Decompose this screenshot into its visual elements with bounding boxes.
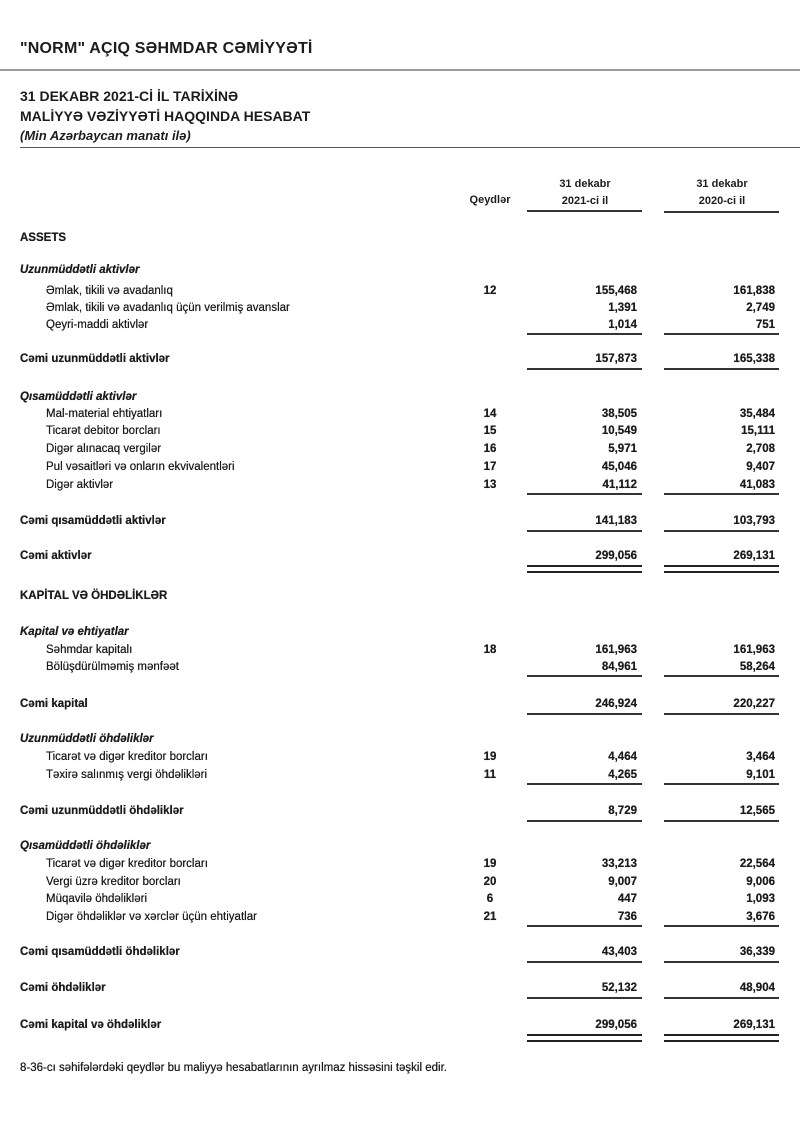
- total-label: Cəmi qısamüddətli aktivlər: [20, 515, 166, 527]
- value-2020: 751: [755, 319, 775, 331]
- value-2020: 9,101: [746, 769, 775, 781]
- value-2021: 299,056: [595, 550, 637, 562]
- item-label: Mal-material ehtiyatları: [46, 408, 163, 420]
- item-label: Vergi üzrə kreditor borcları: [46, 876, 181, 888]
- value-2020: 22,564: [739, 858, 775, 870]
- value-2021: 43,403: [601, 946, 637, 958]
- value-2020: 58,264: [739, 661, 775, 673]
- value-2021: 141,183: [595, 515, 637, 527]
- value-2021: 155,468: [595, 285, 637, 297]
- section-label: Uzunmüddətli aktivlər: [20, 264, 140, 276]
- value-2021: 246,924: [595, 698, 637, 710]
- value-2020: 12,565: [739, 805, 775, 817]
- company-name: "NORM" AÇIQ SƏHMDAR CƏMİYYƏTİ: [20, 40, 313, 57]
- underline: [664, 925, 779, 927]
- item-label: Pul vəsaitləri və onların ekvivalentləri: [46, 461, 235, 473]
- total-label: Cəmi öhdəliklər: [20, 982, 106, 994]
- section-label: Qısamüddətli aktivlər: [20, 391, 137, 403]
- value-2020: 2,749: [746, 302, 775, 314]
- total-label: Cəmi aktivlər: [20, 550, 92, 562]
- value-2021: 5,971: [608, 443, 637, 455]
- underline: [527, 820, 642, 822]
- underline: [664, 820, 779, 822]
- value-2021: 736: [617, 911, 637, 923]
- value-2021: 10,549: [601, 425, 637, 437]
- total-label: Cəmi kapital: [20, 698, 88, 710]
- value-2021: 1,014: [608, 319, 637, 331]
- value-2020: 3,676: [746, 911, 775, 923]
- value-2021: 33,213: [601, 858, 637, 870]
- value-2021: 41,112: [602, 479, 637, 491]
- value-2020: 9,006: [746, 876, 775, 888]
- underline: [527, 493, 642, 495]
- units-divider: [20, 147, 800, 148]
- value-2021: 4,464: [608, 751, 637, 763]
- value-2020: 2,708: [746, 443, 775, 455]
- header-divider: [0, 69, 800, 71]
- underline: [527, 368, 642, 370]
- note-ref: 11: [483, 769, 497, 781]
- underline: [664, 675, 779, 677]
- value-2020: 161,838: [733, 285, 775, 297]
- total-label: Cəmi uzunmüddətli aktivlər: [20, 353, 170, 365]
- value-2021: 52,132: [601, 982, 637, 994]
- item-label: Digər alınacaq vergilər: [46, 443, 162, 455]
- heading-label: KAPİTAL VƏ ÖHDƏLİKLƏR: [20, 590, 168, 602]
- value-2021: 447: [617, 893, 637, 905]
- note-ref: 20: [483, 876, 497, 888]
- underline: [664, 713, 779, 715]
- note-ref: 13: [483, 479, 497, 491]
- double-underline: [664, 565, 779, 573]
- value-2021: 157,873: [595, 353, 637, 365]
- footer-note: 8-36-cı səhifələrdəki qeydlər bu maliyyə hesabatlarının ayrılmaz hissəsini təşkil edir.: [20, 1062, 447, 1074]
- col-2020-header-line1: 31 dekabr: [696, 178, 748, 190]
- value-2020: 103,793: [733, 515, 775, 527]
- note-ref: 17: [483, 461, 497, 473]
- value-2020: 161,963: [733, 644, 775, 656]
- note-ref: 21: [483, 911, 497, 923]
- col-2021-header-line1: 31 dekabr: [559, 178, 611, 190]
- value-2020: 269,131: [733, 1019, 775, 1031]
- underline: [664, 493, 779, 495]
- underline: [527, 783, 642, 785]
- value-2021: 9,007: [608, 876, 637, 888]
- note-ref: 18: [483, 644, 497, 656]
- value-2020: 165,338: [733, 353, 775, 365]
- section-label: Uzunmüddətli öhdəliklər: [20, 733, 154, 745]
- double-underline: [664, 1034, 779, 1042]
- total-label: Cəmi kapital və öhdəliklər: [20, 1019, 162, 1031]
- item-label: Səhmdar kapitalı: [46, 644, 133, 656]
- col-2021-header-rule: [527, 210, 642, 212]
- value-2021: 161,963: [595, 644, 637, 656]
- section-label: Qısamüddətli öhdəliklər: [20, 840, 151, 852]
- total-label: Cəmi uzunmüddətli öhdəliklər: [20, 805, 184, 817]
- value-2021: 38,505: [601, 408, 637, 420]
- item-label: Bölüşdürülməmiş mənfəət: [46, 661, 179, 673]
- report-title: MALİYYƏ VƏZİYYƏTİ HAQQINDA HESABAT: [20, 108, 311, 124]
- item-label: Qeyri-maddi aktivlər: [46, 319, 149, 331]
- item-label: Ticarət debitor borcları: [46, 425, 161, 437]
- value-2021: 1,391: [608, 302, 637, 314]
- note-ref: 14: [483, 408, 497, 420]
- total-label: Cəmi qısamüddətli öhdəliklər: [20, 946, 180, 958]
- underline: [527, 675, 642, 677]
- note-ref: 16: [483, 443, 497, 455]
- value-2021: 84,961: [601, 661, 637, 673]
- note-ref: 19: [483, 858, 497, 870]
- note-ref: 6: [486, 893, 494, 905]
- item-label: Müqavilə öhdəlikləri: [46, 893, 147, 905]
- value-2021: 8,729: [608, 805, 637, 817]
- value-2020: 1,093: [746, 893, 775, 905]
- underline: [664, 368, 779, 370]
- item-label: Digər öhdəliklər və xərclər üçün ehtiyatlar: [46, 911, 257, 923]
- underline: [527, 530, 642, 532]
- underline: [527, 961, 642, 963]
- underline: [527, 333, 642, 335]
- item-label: Ticarət və digər kreditor borcları: [46, 751, 208, 763]
- underline: [664, 997, 779, 999]
- item-label: Əmlak, tikili və avadanlıq üçün verilmiş avanslar: [46, 302, 290, 314]
- underline: [664, 961, 779, 963]
- note-ref: 12: [483, 285, 497, 297]
- double-underline: [527, 565, 642, 573]
- item-label: Əmlak, tikili və avadanlıq: [46, 285, 173, 297]
- underline: [664, 783, 779, 785]
- value-2020: 269,131: [733, 550, 775, 562]
- underline: [527, 925, 642, 927]
- item-label: Digər aktivlər: [46, 479, 114, 491]
- heading-label: ASSETS: [20, 232, 67, 244]
- value-2020: 41,083: [739, 479, 775, 491]
- note-ref: 19: [483, 751, 497, 763]
- value-2020: 48,904: [739, 982, 775, 994]
- value-2020: 3,464: [746, 751, 775, 763]
- underline: [664, 530, 779, 532]
- underline: [527, 997, 642, 999]
- value-2020: 220,227: [733, 698, 775, 710]
- value-2020: 15,111: [741, 425, 775, 437]
- value-2020: 35,484: [739, 408, 775, 420]
- value-2021: 45,046: [601, 461, 637, 473]
- value-2020: 9,407: [746, 461, 775, 473]
- item-label: Təxirə salınmış vergi öhdəlikləri: [46, 769, 208, 781]
- report-date-title: 31 DEKABR 2021-Cİ İL TARİXİNƏ: [20, 88, 239, 104]
- col-2020-header-line2: 2020-ci il: [698, 195, 746, 207]
- col-2020-header-rule: [664, 211, 779, 213]
- value-2021: 4,265: [608, 769, 637, 781]
- item-label: Ticarət və digər kreditor borcları: [46, 858, 208, 870]
- notes-column-header: Qeydlər: [469, 194, 511, 206]
- underline: [527, 713, 642, 715]
- value-2021: 299,056: [595, 1019, 637, 1031]
- col-2021-header-line2: 2021-ci il: [561, 195, 609, 207]
- underline: [664, 333, 779, 335]
- section-label: Kapital və ehtiyatlar: [20, 626, 129, 638]
- value-2020: 36,339: [739, 946, 775, 958]
- note-ref: 15: [483, 425, 497, 437]
- units-note: (Min Azərbaycan manatı ilə): [20, 128, 191, 143]
- double-underline: [527, 1034, 642, 1042]
